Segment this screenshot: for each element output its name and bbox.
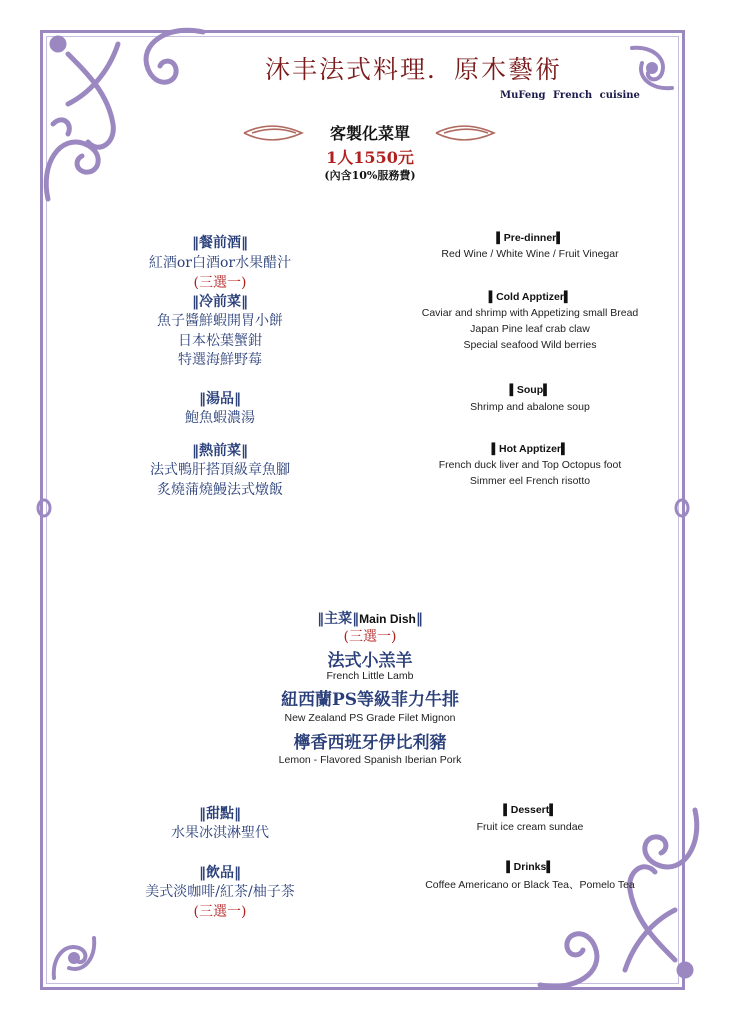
- corner-ornament-bottom-left: [44, 928, 104, 988]
- course-item-en: Shrimp and abalone soup: [470, 401, 590, 413]
- course-item-zh: 日本松葉蟹鉗: [178, 333, 262, 349]
- drinks-note-zh: (三選一): [193, 904, 247, 920]
- drinks-item-en: Coffee Americano or Black Tea、Pomelo Tea: [425, 879, 635, 891]
- course-heading-en: ▌Soup▌: [509, 384, 551, 396]
- main-dish-heading: [200, 608, 540, 628]
- dessert-item-zh: 水果冰淇淋聖代: [171, 825, 269, 841]
- course-item-zh: 法式鴨肝搭頂級章魚腳: [150, 462, 290, 478]
- course-heading-en: ▌Cold Apptizer▌: [488, 291, 572, 303]
- drinks-heading-zh: ‖飲品‖: [199, 865, 241, 881]
- service-note: (內含10%服務費): [324, 169, 416, 182]
- course-heading-en: ▌Hot Apptizer▌: [491, 443, 569, 455]
- menu-price: 1人1550元: [326, 148, 414, 167]
- course-item-en: Red Wine / White Wine / Fruit Vinegar: [441, 248, 619, 260]
- course-item-zh: 鮑魚蝦濃湯: [185, 410, 255, 426]
- main-dish-heading-zh: ‖主菜‖: [317, 611, 360, 627]
- dessert-heading-en: ▌Dessert▌: [503, 804, 557, 816]
- main-dish-item-zh: 檸香西班牙伊比利豬: [293, 733, 447, 753]
- main-dish-item-en: French Little Lamb: [326, 670, 414, 682]
- restaurant-title: 沐丰法式料理．原木藝術: [265, 55, 563, 84]
- main-dish-item-en: Lemon - Flavored Spanish Iberian Pork: [278, 754, 462, 766]
- course-item-en: Simmer eel French risotto: [469, 475, 591, 487]
- flourish-right: [434, 122, 498, 144]
- flourish-left: [242, 122, 306, 144]
- menu-name: 客製化菜單: [329, 124, 410, 143]
- side-bead-right: [674, 498, 690, 518]
- course-item-en: Japan Pine leaf crab claw: [470, 323, 590, 335]
- course-heading-zh: ‖湯品‖: [199, 391, 241, 407]
- course-item-en: Caviar and shrimp with Appetizing small Bread: [421, 307, 639, 319]
- course-note-zh: (三選一): [193, 275, 247, 291]
- side-bead-left: [36, 498, 52, 518]
- corner-ornament-top-left: [28, 14, 238, 234]
- course-heading-en: ▌Pre-dinner▌: [496, 232, 564, 244]
- main-dish-heading-end: ‖: [415, 611, 423, 627]
- main-dish-heading-en: Main Dish: [359, 612, 416, 626]
- course-item-zh: 魚子醬鮮蝦開胃小餅: [157, 313, 283, 329]
- course-heading-zh: ‖餐前酒‖: [192, 235, 248, 251]
- restaurant-subtitle: MuFeng French cuisine: [500, 90, 640, 101]
- course-item-en: Special seafood Wild berries: [463, 339, 597, 351]
- course-heading-zh: ‖冷前菜‖: [192, 294, 248, 310]
- main-dish-item-zh: 法式小羔羊: [327, 651, 413, 671]
- course-item-zh: 炙燒蒲燒鰻法式燉飯: [157, 482, 283, 498]
- course-item-en: French duck liver and Top Octopus foot: [438, 459, 622, 471]
- drinks-heading-en: ▌Drinks▌: [506, 861, 554, 873]
- main-dish-item-zh: 紐西蘭PS等級菲力牛排: [280, 690, 460, 710]
- main-dish-note: (三選一): [343, 629, 397, 645]
- dessert-heading-zh: ‖甜點‖: [199, 806, 241, 822]
- main-dish-item-en: New Zealand PS Grade Filet Mignon: [284, 712, 456, 724]
- course-item-zh: 特選海鮮野莓: [178, 352, 262, 368]
- dessert-item-en: Fruit ice cream sundae: [476, 821, 584, 833]
- course-item-zh: 紅酒or白酒or水果醋汁: [148, 255, 292, 271]
- course-heading-zh: ‖熱前菜‖: [192, 443, 248, 459]
- corner-ornament-top-right: [622, 38, 682, 98]
- drinks-item-zh: 美式淡咖啡/紅茶/柚子茶: [145, 884, 295, 900]
